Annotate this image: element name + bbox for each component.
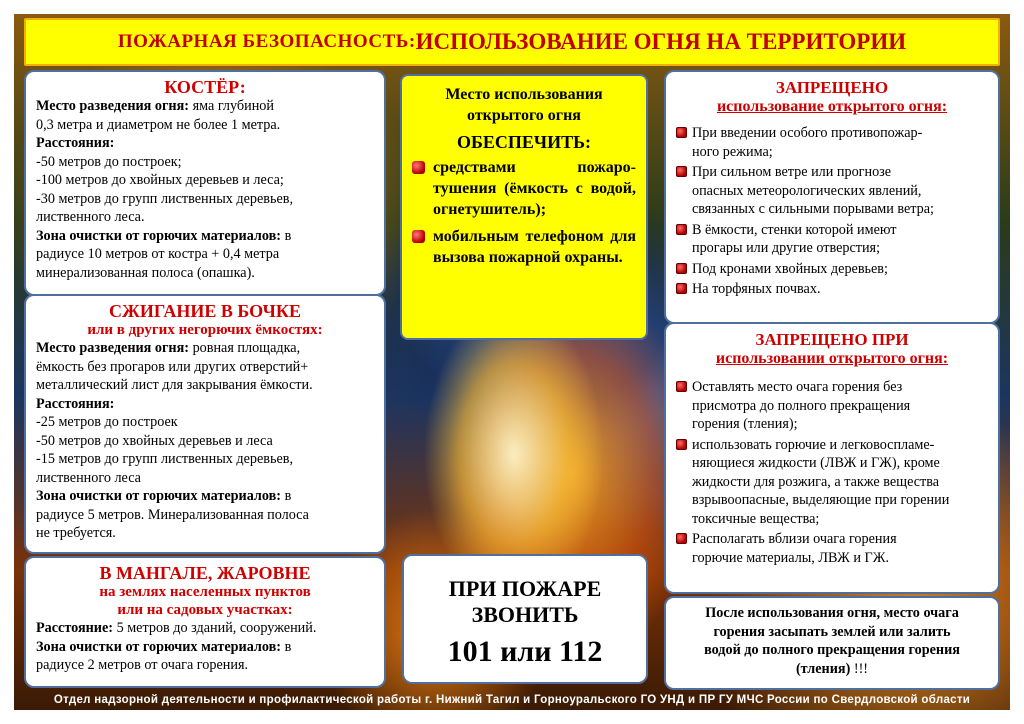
bullet-icon bbox=[676, 439, 687, 450]
bochka-zone-label: Зона очистки от горючих материалов: bbox=[36, 488, 282, 504]
bullet-icon bbox=[412, 161, 425, 174]
mangal-zone-label: Зона очистки от горючих материалов: bbox=[36, 638, 282, 655]
poster bbox=[14, 14, 1010, 710]
mangal-subtitle-2: или на садовых участках: bbox=[117, 602, 293, 618]
bochka-zone-line-0: радиусе 5 метров. Минерализованная полоса bbox=[36, 506, 309, 523]
after-use-panel bbox=[664, 596, 1000, 690]
koster-dist-1: -100 метров до хвойных деревьев и леса; bbox=[36, 172, 284, 188]
page-title bbox=[24, 18, 1000, 66]
bochka-dist-2: -15 метров до групп лиственных деревьев, bbox=[36, 451, 294, 467]
koster-dist-label: Расстояния: bbox=[36, 135, 115, 151]
forbidden-when-item-line: няющиеся жидкости (ЛВЖ и ГЖ), кроме bbox=[692, 455, 940, 471]
forbidden-when-item-line: присмотра до полного прекращения bbox=[692, 397, 911, 414]
ensure-item-text: средствами пожаро-тушения (ёмкость с водой, огнетушитель); bbox=[433, 159, 636, 218]
forbidden-when-item bbox=[676, 378, 988, 434]
forbidden-item bbox=[676, 163, 988, 219]
forbidden-item-line: Под кронами хвойных деревьев; bbox=[692, 260, 888, 277]
forbidden-when-item bbox=[676, 436, 988, 529]
forbidden-item-line: В ёмкости, стенки которой имеют bbox=[692, 221, 897, 238]
koster-place-label: Место разведения огня: bbox=[36, 98, 190, 114]
forbidden-when-subtitle: использовании открытого огня: bbox=[715, 350, 949, 367]
koster-dist-2: -30 метров до групп лиственных деревьев, bbox=[36, 190, 294, 207]
forbidden-title: ЗАПРЕЩЕНО bbox=[775, 78, 889, 97]
ensure-head-1: Место использования bbox=[445, 86, 603, 103]
forbidden-item bbox=[676, 221, 988, 258]
forbidden-subtitle: использование открытого огня: bbox=[716, 98, 948, 115]
bochka-dist-1: -50 метров до хвойных деревьев и леса bbox=[36, 432, 273, 449]
forbidden-item bbox=[676, 260, 988, 279]
after-exclaim: !!! bbox=[853, 660, 869, 677]
forbidden-item-line: опасных метеорологических явлений, bbox=[692, 182, 922, 199]
ensure-head-2: открытого огня bbox=[467, 107, 581, 124]
forbidden-when-panel bbox=[664, 322, 1000, 594]
forbidden-item bbox=[676, 124, 988, 161]
forbidden-when-item-line: использовать горючие и легковоспламе- bbox=[692, 436, 935, 453]
bullet-icon bbox=[676, 381, 687, 392]
bochka-title: СЖИГАНИЕ В БОЧКЕ bbox=[109, 301, 301, 321]
emergency-call-panel bbox=[402, 554, 648, 684]
ensure-title: ОБЕСПЕЧИТЬ: bbox=[456, 132, 592, 152]
bochka-place-line-1: металлический лист для закрывания ёмкости. bbox=[36, 377, 313, 393]
forbidden-when-item-line: взрывоопасные, выделяющие при горении bbox=[692, 492, 950, 508]
ensure-item bbox=[412, 157, 636, 220]
ensure-item-text: мобильным телефоном для вызова пожарной охраны. bbox=[433, 228, 636, 266]
bochka-zone-text: в bbox=[281, 488, 292, 504]
bochka-dist-label: Расстояния: bbox=[36, 395, 115, 412]
koster-title: КОСТЁР: bbox=[164, 77, 246, 97]
forbidden-item-line: ного режима; bbox=[692, 143, 773, 160]
forbidden-item bbox=[676, 280, 988, 299]
footer-credit: Отдел надзорной деятельности и профилактической работы г. Нижний Тагил и Горноуральского ГО УНД и ПР ГУ МЧС России по Свердловской области bbox=[53, 694, 971, 706]
forbidden-when-item-line: Располагать вблизи очага горения bbox=[692, 531, 897, 547]
forbidden-when-item bbox=[676, 530, 988, 567]
forbidden-when-title: ЗАПРЕЩЕНО ПРИ bbox=[755, 330, 909, 349]
forbidden-item-line: На торфяных почвах. bbox=[692, 281, 821, 297]
mangal-zone-line: радиусе 2 метров от очага горения. bbox=[36, 657, 249, 673]
forbidden-item-line: прогары или другие отверстия; bbox=[692, 240, 881, 256]
mangal-subtitle-1: на землях населенных пунктов bbox=[99, 584, 311, 600]
bullet-icon bbox=[676, 224, 687, 235]
bullet-icon bbox=[676, 263, 687, 274]
bochka-place-text: ровная площадка, bbox=[189, 340, 301, 356]
ensure-item bbox=[412, 226, 636, 268]
bochka-subtitle: или в других негорючих ёмкостях: bbox=[87, 322, 323, 338]
call-line-1: ПРИ ПОЖАРЕ bbox=[448, 576, 602, 601]
title-part-1: ПОЖАРНАЯ БЕЗОПАСНОСТЬ: bbox=[117, 31, 416, 52]
mangal-dist-label: Расстояние: bbox=[36, 620, 114, 636]
title-part-2: ИСПОЛЬЗОВАНИЕ ОГНЯ НА ТЕРРИТОРИИ bbox=[415, 29, 907, 54]
mangal-dist-text: 5 метров до зданий, сооружений. bbox=[113, 620, 317, 636]
forbidden-item-line: связанных с сильными порывами ветра; bbox=[692, 201, 934, 217]
forbidden-when-item-line: жидкости для розжига, а также вещества bbox=[692, 473, 940, 490]
after-last: (тления) bbox=[795, 660, 854, 677]
mangal-zone-text: в bbox=[281, 638, 292, 655]
koster-zone-line-0: радиусе 10 метров от костра + 0,4 метра bbox=[36, 246, 280, 262]
koster-dist-0: -50 метров до построек; bbox=[36, 153, 182, 170]
call-numbers: 101 или 112 bbox=[447, 635, 603, 668]
bochka-zone-line-1: не требуется. bbox=[36, 525, 116, 541]
after-line-1: горения засыпать землей или залить bbox=[713, 623, 951, 640]
koster-place-text: яма глубиной bbox=[189, 98, 274, 114]
bochka-dist-0: -25 метров до построек bbox=[36, 414, 178, 430]
forbidden-when-item-line: токсичные вещества; bbox=[692, 510, 820, 527]
koster-place-text2: 0,3 метра и диаметром не более 1 метра. bbox=[36, 116, 281, 133]
forbidden-when-item-line: горения (тления); bbox=[692, 416, 798, 432]
bullet-icon bbox=[412, 230, 425, 243]
after-line-2: водой до полного прекращения горения bbox=[704, 642, 960, 658]
koster-zone-label: Зона очистки от горючих материалов: bbox=[36, 227, 282, 244]
koster-zone-text: в bbox=[281, 227, 292, 244]
bochka-dist-3: лиственного леса bbox=[36, 469, 141, 486]
call-line-2: ЗВОНИТЬ bbox=[471, 602, 579, 627]
koster-zone-line-1: минерализованная полоса (опашка). bbox=[36, 264, 255, 281]
forbidden-item-line: При сильном ветре или прогнозе bbox=[692, 164, 892, 180]
bullet-icon bbox=[676, 283, 687, 294]
bullet-icon bbox=[676, 533, 687, 544]
forbidden-item-line: При введении особого противопожар- bbox=[692, 125, 923, 141]
bochka-panel bbox=[24, 294, 386, 554]
bochka-place-label: Место разведения огня: bbox=[36, 340, 190, 356]
forbidden-panel bbox=[664, 70, 1000, 324]
forbidden-when-item-line: Оставлять место очага горения без bbox=[692, 379, 903, 395]
bochka-place-line-0: ёмкость без прогаров или других отверстий+ bbox=[36, 358, 309, 375]
bullet-icon bbox=[676, 127, 687, 138]
mangal-title: В МАНГАЛЕ, ЖАРОВНЕ bbox=[99, 563, 311, 583]
bullet-icon bbox=[676, 166, 687, 177]
ensure-panel bbox=[400, 74, 648, 340]
mangal-panel bbox=[24, 556, 386, 688]
forbidden-when-item-line: горючие материалы, ЛВЖ и ГЖ. bbox=[692, 549, 889, 566]
after-line-0: После использования огня, место очага bbox=[705, 605, 959, 621]
koster-dist-3: лиственного леса. bbox=[36, 209, 145, 225]
koster-panel bbox=[24, 70, 386, 296]
